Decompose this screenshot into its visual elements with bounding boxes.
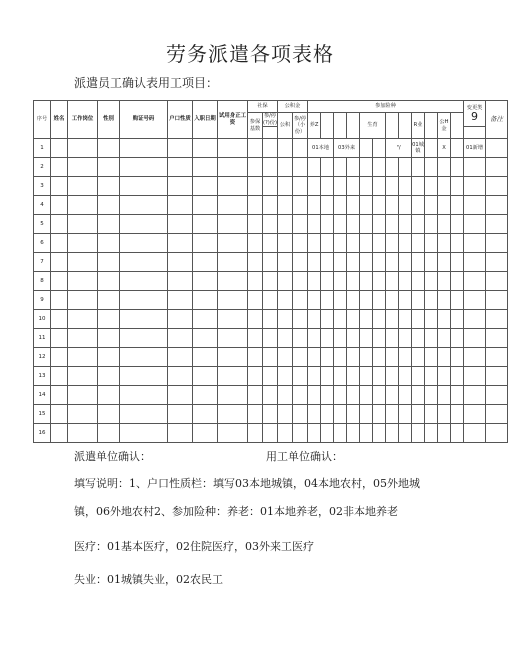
row-number: 11	[34, 329, 51, 348]
table-row	[34, 215, 508, 234]
header-injury: R业	[412, 113, 425, 139]
row-number: 14	[34, 386, 51, 405]
table-row	[34, 424, 508, 443]
table-row	[34, 386, 508, 405]
header-birth: 生育	[360, 113, 386, 139]
table-row	[34, 196, 508, 215]
header-post: 工作岗位	[68, 101, 98, 139]
row1-change: 01新增	[464, 139, 486, 158]
header-trial-wage: 试用身正工资	[218, 101, 248, 139]
table-row	[34, 177, 508, 196]
header-change-number: 9	[471, 110, 479, 124]
instruction-line-4: 失业：01城镇失业，02农民工	[74, 573, 223, 586]
row-number: 10	[34, 310, 51, 329]
employee-confirmation-table	[33, 100, 508, 443]
row1-injury: 01城镇	[412, 139, 425, 158]
table-row	[34, 272, 508, 291]
table-row	[34, 158, 508, 177]
row-number: 9	[34, 291, 51, 310]
header-change	[464, 101, 486, 127]
header-fund-amount: 公H金	[438, 113, 451, 139]
instruction-line-1: 填写说明：1、户口性质栏：填写03本地城镇，04本地农村，05外地城	[74, 477, 420, 490]
row1-mark: "/	[386, 139, 412, 158]
table-row	[34, 139, 508, 158]
table-row	[34, 405, 508, 424]
table-row	[34, 348, 508, 367]
header-fund-stop: 参/停（小份）	[293, 113, 308, 139]
header-pension: 养Z	[308, 113, 321, 139]
table-row	[34, 291, 508, 310]
row-number: 8	[34, 272, 51, 291]
header-name: 姓名	[51, 101, 68, 139]
row-number: 13	[34, 367, 51, 386]
table-row	[34, 367, 508, 386]
row-number: 2	[34, 158, 51, 177]
header-hukou: 户口性质	[168, 101, 193, 139]
header-fund-sub: 公积	[278, 113, 293, 139]
dispatch-unit-confirm: 派遣单位确认：	[74, 450, 151, 463]
header-social: 社保	[248, 101, 278, 113]
header-id-number: 购证号码	[120, 101, 168, 139]
row-number: 3	[34, 177, 51, 196]
form-subtitle: 派遣员工确认表用工项目：	[74, 76, 219, 90]
row-number: 1	[34, 139, 51, 158]
header-insurance: 参加险种	[308, 101, 464, 113]
row1-pension-local: 01本地	[308, 139, 334, 158]
page-title: 劳务派遣各项表格	[166, 42, 334, 66]
row1-fund: X	[438, 139, 451, 158]
table-row	[34, 329, 508, 348]
header-social-stop: 参/停(?)份)	[263, 113, 278, 126]
instruction-line-3: 医疗：01基本医疗，02住院医疗，03外来工医疗	[74, 540, 314, 553]
row-number: 7	[34, 253, 51, 272]
header-seq: 序号	[34, 101, 51, 139]
employer-unit-confirm: 用工单位确认：	[266, 450, 343, 463]
header-change-label: 变更类	[466, 104, 483, 111]
row-number: 6	[34, 234, 51, 253]
header-fund: 公积金	[278, 101, 308, 113]
table-row	[34, 310, 508, 329]
header-gender: 性别	[98, 101, 120, 139]
table-row	[34, 234, 508, 253]
table-row	[34, 253, 508, 272]
header-entry-date: 入职日期	[193, 101, 218, 139]
row-number: 16	[34, 424, 51, 443]
header-social-base: 参保基数	[248, 113, 263, 139]
row-number: 15	[34, 405, 51, 424]
instruction-line-2: 镇，06外地农村2、参加险种：养老：01本地养老，02非本地养老	[74, 505, 398, 518]
row-number: 5	[34, 215, 51, 234]
header-remark: 备注	[486, 101, 508, 139]
row-number: 12	[34, 348, 51, 367]
row-number: 4	[34, 196, 51, 215]
row1-pension-nonlocal: 03外来	[334, 139, 360, 158]
